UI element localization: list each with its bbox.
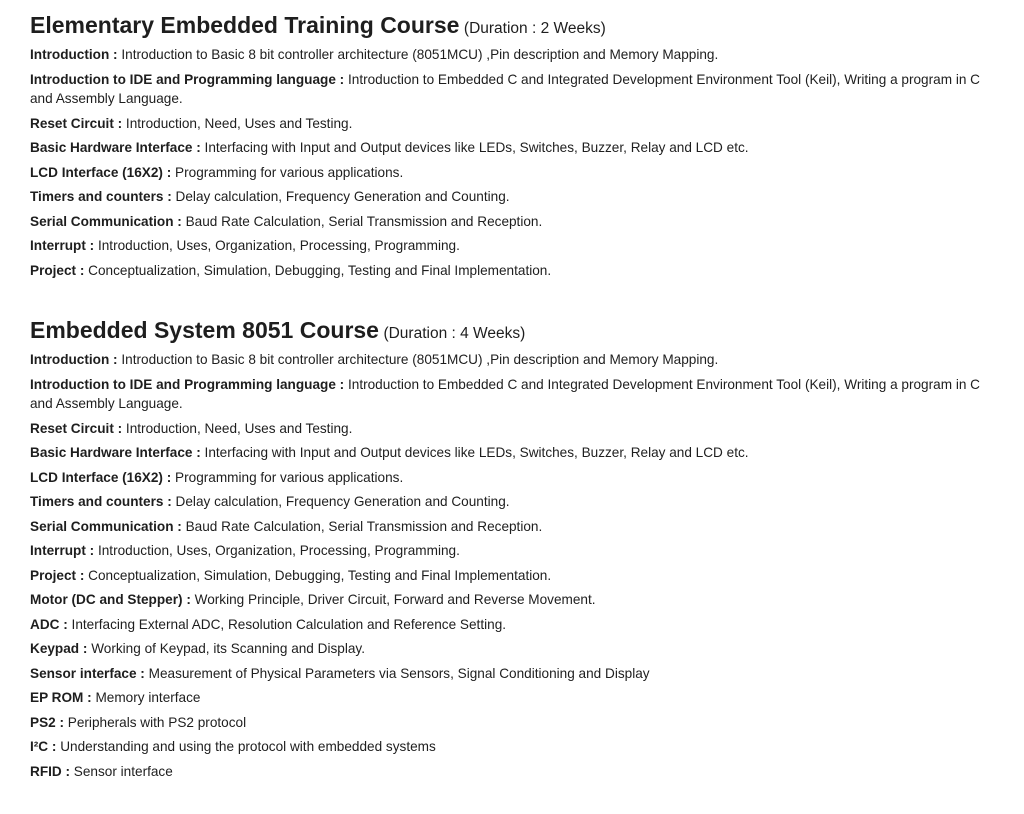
topic-label: EP ROM : [30, 690, 92, 705]
topic-text: Conceptualization, Simulation, Debugging, Testing and Final Implementation. [84, 262, 552, 278]
list-item [30, 350, 980, 370]
topic-label: Serial Communication : [30, 213, 182, 229]
topic-label: Introduction to IDE and Programming language : [30, 71, 345, 87]
topic-text: Sensor interface [70, 763, 173, 779]
list-item [30, 468, 980, 488]
topic-label: Interrupt : [30, 238, 95, 253]
topic-text: Interfacing External ADC, Resolution Calculation and Reference Setting. [67, 616, 507, 632]
topic-text: Conceptualization, Simulation, Debugging, Testing and Final Implementation. [84, 567, 552, 583]
topic-text: Baud Rate Calculation, Serial Transmission and Reception. [181, 518, 543, 534]
topic-text: Programming for various applications. [171, 469, 404, 485]
list-item [30, 541, 980, 561]
topic-label: Introduction to IDE and Programming language : [30, 376, 345, 392]
list-item [30, 443, 980, 463]
section-header [30, 10, 980, 40]
list-item [30, 419, 980, 439]
topic-label: Project : [30, 262, 85, 278]
topic-label: Project : [30, 567, 85, 583]
topic-label: Reset Circuit : [30, 115, 123, 131]
section-duration: (Duration : 4 Weeks) [383, 325, 526, 342]
list-item [30, 713, 980, 733]
topic-label: Basic Hardware Interface : [30, 445, 201, 460]
list-item [30, 492, 980, 512]
list-item [30, 615, 980, 635]
topic-label: Introduction : [30, 352, 118, 367]
topic-text: Delay calculation, Frequency Generation and Counting. [171, 189, 510, 204]
topic-text: Introduction, Need, Uses and Testing. [122, 420, 353, 436]
list-item [30, 187, 980, 207]
list-item [30, 517, 980, 537]
topic-text: Memory interface [91, 690, 201, 705]
list-item [30, 261, 980, 281]
topic-text: Introduction to Embedded C and Integrated Development Environment Tool (Keil), Writing a program in C and Assembly Language. [30, 71, 980, 106]
list-item [30, 688, 980, 708]
list-item [30, 114, 980, 134]
list-item [30, 375, 980, 414]
list-item [30, 664, 980, 684]
topic-text: Interfacing with Input and Output devices like LEDs, Switches, Buzzer, Relay and LCD etc. [200, 140, 749, 155]
topic-label: I²C : [30, 739, 57, 754]
topic-label: Sensor interface : [30, 665, 145, 681]
list-item [30, 163, 980, 183]
list-item [30, 138, 980, 158]
list-item [30, 762, 980, 782]
list-item [30, 566, 980, 586]
topic-label: Basic Hardware Interface : [30, 140, 201, 155]
topic-label: RFID : [30, 763, 71, 779]
list-item [30, 737, 980, 757]
list-item [30, 639, 980, 659]
topic-label: Introduction : [30, 47, 118, 62]
topic-text: Delay calculation, Frequency Generation and Counting. [171, 494, 510, 509]
topic-list [30, 350, 980, 781]
topic-label: LCD Interface (16X2) : [30, 469, 172, 485]
course-document [30, 10, 980, 786]
topic-text: Introduction, Uses, Organization, Processing, Programming. [94, 238, 460, 253]
section-header [30, 315, 980, 345]
topic-text: Working Principle, Driver Circuit, Forward and Reverse Movement. [190, 592, 596, 607]
topic-text: Measurement of Physical Parameters via Sensors, Signal Conditioning and Display [144, 665, 650, 681]
topic-text: Introduction, Need, Uses and Testing. [122, 115, 353, 131]
list-item [30, 212, 980, 232]
topic-label: Serial Communication : [30, 518, 182, 534]
topic-text: Introduction to Basic 8 bit controller architecture (8051MCU) ,Pin description and Memory Mapping. [117, 47, 719, 62]
topic-text: Introduction to Embedded C and Integrated Development Environment Tool (Keil), Writing a program in C and Assembly Language. [30, 376, 980, 411]
topic-text: Understanding and using the protocol with embedded systems [56, 739, 436, 754]
topic-text: Introduction, Uses, Organization, Processing, Programming. [94, 543, 460, 558]
section-title: Elementary Embedded Training Course [30, 12, 460, 38]
topic-text: Working of Keypad, its Scanning and Display. [87, 641, 365, 656]
list-item [30, 45, 980, 65]
course-section-8051 [30, 315, 980, 781]
topic-list [30, 45, 980, 280]
course-section-elementary [30, 10, 980, 280]
topic-label: Reset Circuit : [30, 420, 123, 436]
topic-text: Peripherals with PS2 protocol [64, 714, 247, 730]
topic-label: LCD Interface (16X2) : [30, 164, 172, 180]
section-duration: (Duration : 2 Weeks) [463, 20, 606, 37]
section-title: Embedded System 8051 Course [30, 317, 379, 343]
topic-label: PS2 : [30, 714, 64, 730]
topic-label: Interrupt : [30, 543, 95, 558]
topic-text: Baud Rate Calculation, Serial Transmission and Reception. [181, 213, 543, 229]
list-item [30, 236, 980, 256]
topic-label: ADC : [30, 616, 68, 632]
topic-label: Timers and counters : [30, 189, 172, 204]
list-item [30, 590, 980, 610]
list-item [30, 70, 980, 109]
topic-text: Interfacing with Input and Output devices like LEDs, Switches, Buzzer, Relay and LCD etc. [200, 445, 749, 460]
topic-text: Programming for various applications. [171, 164, 404, 180]
topic-label: Timers and counters : [30, 494, 172, 509]
topic-text: Introduction to Basic 8 bit controller architecture (8051MCU) ,Pin description and Memory Mapping. [117, 352, 719, 367]
topic-label: Motor (DC and Stepper) : [30, 592, 191, 607]
topic-label: Keypad : [30, 641, 88, 656]
